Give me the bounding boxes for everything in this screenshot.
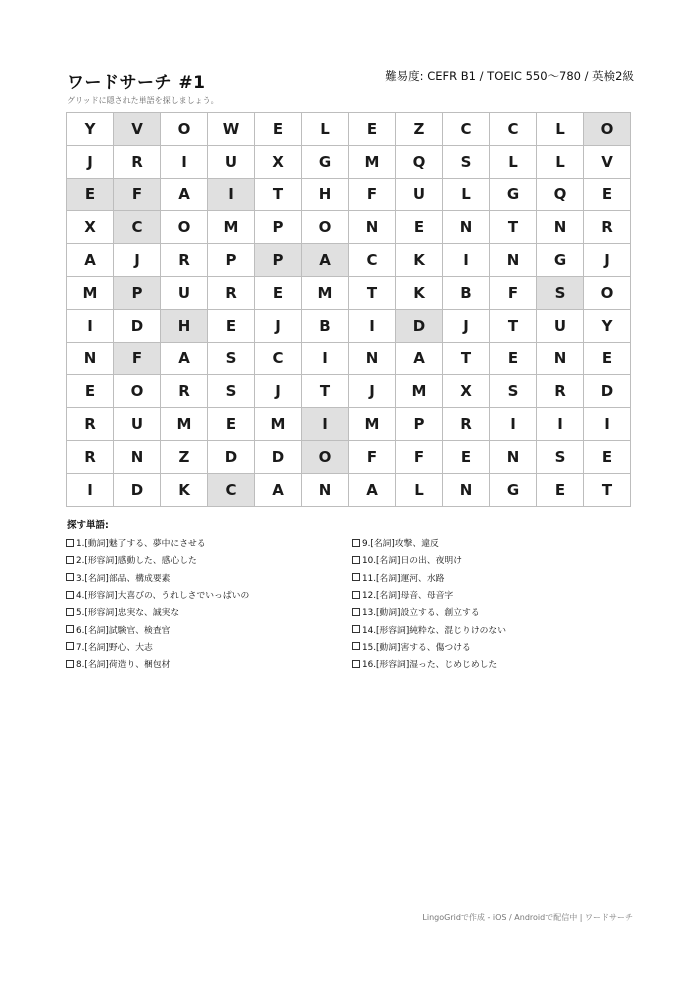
- grid-cell[interactable]: L: [490, 146, 537, 179]
- word-list-right: [352, 534, 506, 672]
- grid-cell[interactable]: P: [208, 244, 255, 277]
- grid-cell[interactable]: F: [349, 179, 396, 212]
- grid-cell[interactable]: E: [584, 179, 631, 212]
- grid-cell[interactable]: G: [537, 244, 584, 277]
- grid-cell[interactable]: I: [349, 310, 396, 343]
- word-item: [352, 551, 506, 568]
- checkbox-icon[interactable]: [352, 573, 360, 581]
- grid-cell[interactable]: M: [302, 277, 349, 310]
- grid-cell[interactable]: T: [584, 474, 631, 507]
- grid-cell[interactable]: U: [114, 408, 161, 441]
- grid-cell[interactable]: N: [490, 244, 537, 277]
- grid-cell[interactable]: M: [396, 375, 443, 408]
- grid-cell[interactable]: E: [67, 179, 114, 212]
- grid-cell[interactable]: C: [443, 113, 490, 146]
- grid-cell[interactable]: R: [208, 277, 255, 310]
- grid-cell[interactable]: E: [490, 343, 537, 376]
- grid-cell[interactable]: M: [208, 211, 255, 244]
- grid-cell[interactable]: Y: [67, 113, 114, 146]
- grid-cell[interactable]: A: [161, 343, 208, 376]
- grid-cell[interactable]: L: [443, 179, 490, 212]
- checkbox-icon[interactable]: [352, 660, 360, 668]
- grid-cell[interactable]: E: [537, 474, 584, 507]
- grid-cell[interactable]: J: [443, 310, 490, 343]
- grid-cell[interactable]: N: [349, 211, 396, 244]
- word-clue: 13.[動詞]設立する、創立する: [362, 608, 480, 619]
- grid-cell[interactable]: C: [255, 343, 302, 376]
- word-clue: 7.[名詞]野心、大志: [76, 642, 153, 653]
- grid-cell[interactable]: N: [443, 474, 490, 507]
- checkbox-icon[interactable]: [352, 642, 360, 650]
- word-item: [352, 620, 506, 637]
- grid-cell[interactable]: K: [396, 244, 443, 277]
- word-clue: 11.[名詞]運河、水路: [362, 573, 445, 584]
- grid-cell[interactable]: A: [161, 179, 208, 212]
- grid-cell[interactable]: N: [67, 343, 114, 376]
- grid-cell[interactable]: S: [443, 146, 490, 179]
- grid-cell[interactable]: R: [114, 146, 161, 179]
- grid-cell[interactable]: D: [208, 441, 255, 474]
- grid-cell[interactable]: V: [114, 113, 161, 146]
- word-item: [66, 551, 249, 568]
- checkbox-icon[interactable]: [66, 642, 74, 650]
- word-item: [66, 534, 249, 551]
- grid-cell[interactable]: O: [302, 441, 349, 474]
- grid-cell[interactable]: P: [396, 408, 443, 441]
- checkbox-icon[interactable]: [66, 608, 74, 616]
- grid-cell[interactable]: T: [349, 277, 396, 310]
- grid-cell[interactable]: M: [349, 408, 396, 441]
- checkbox-icon[interactable]: [352, 591, 360, 599]
- word-clue: 15.[動詞]害する、傷つける: [362, 642, 471, 653]
- grid-cell[interactable]: A: [255, 474, 302, 507]
- grid-cell[interactable]: X: [443, 375, 490, 408]
- word-list-left: [66, 534, 249, 672]
- checkbox-icon[interactable]: [352, 556, 360, 564]
- grid-cell[interactable]: Z: [161, 441, 208, 474]
- grid-cell[interactable]: O: [161, 113, 208, 146]
- grid-cell[interactable]: O: [114, 375, 161, 408]
- grid-cell[interactable]: E: [208, 408, 255, 441]
- grid-cell[interactable]: M: [161, 408, 208, 441]
- word-clue: 5.[形容詞]忠実な、誠実な: [76, 608, 180, 619]
- grid-cell[interactable]: E: [208, 310, 255, 343]
- grid-cell[interactable]: F: [114, 343, 161, 376]
- word-clue: 1.[動詞]魅了する、夢中にさせる: [76, 539, 206, 550]
- word-item: [66, 586, 249, 603]
- grid-cell[interactable]: N: [537, 211, 584, 244]
- grid-cell[interactable]: O: [302, 211, 349, 244]
- grid-cell[interactable]: Q: [537, 179, 584, 212]
- word-clue: 10.[名詞]日の出、夜明け: [362, 556, 463, 567]
- word-clue: 9.[名詞]攻撃、違反: [362, 539, 439, 550]
- grid-cell[interactable]: K: [396, 277, 443, 310]
- grid-cell[interactable]: W: [208, 113, 255, 146]
- grid-cell[interactable]: X: [255, 146, 302, 179]
- word-clue: 6.[名詞]試験官、検査官: [76, 625, 171, 636]
- grid-cell[interactable]: I: [584, 408, 631, 441]
- grid-cell[interactable]: E: [349, 113, 396, 146]
- checkbox-icon[interactable]: [66, 591, 74, 599]
- grid-cell[interactable]: A: [396, 343, 443, 376]
- word-list-heading: 探す単語:: [67, 520, 109, 531]
- grid-cell[interactable]: V: [584, 146, 631, 179]
- grid-cell[interactable]: L: [537, 146, 584, 179]
- word-item: [66, 569, 249, 586]
- grid-cell[interactable]: S: [208, 343, 255, 376]
- grid-cell[interactable]: M: [349, 146, 396, 179]
- grid-cell[interactable]: G: [490, 474, 537, 507]
- grid-cell[interactable]: M: [67, 277, 114, 310]
- grid-cell[interactable]: U: [208, 146, 255, 179]
- grid-cell[interactable]: L: [302, 113, 349, 146]
- grid-cell[interactable]: I: [537, 408, 584, 441]
- grid-cell[interactable]: U: [537, 310, 584, 343]
- grid-cell[interactable]: R: [161, 375, 208, 408]
- grid-cell[interactable]: Q: [396, 146, 443, 179]
- grid-cell[interactable]: X: [67, 211, 114, 244]
- grid-cell[interactable]: J: [255, 310, 302, 343]
- grid-cell[interactable]: T: [255, 179, 302, 212]
- word-item: [352, 586, 506, 603]
- grid-cell[interactable]: P: [255, 244, 302, 277]
- grid-cell[interactable]: R: [584, 211, 631, 244]
- grid-cell[interactable]: T: [490, 310, 537, 343]
- grid-cell[interactable]: A: [302, 244, 349, 277]
- word-clue: 3.[名詞]部品、構成要素: [76, 573, 171, 584]
- grid-cell[interactable]: I: [443, 244, 490, 277]
- checkbox-icon[interactable]: [352, 608, 360, 616]
- grid-cell[interactable]: N: [490, 441, 537, 474]
- grid-cell[interactable]: I: [208, 179, 255, 212]
- word-item: [66, 620, 249, 637]
- grid-cell[interactable]: F: [490, 277, 537, 310]
- grid-cell[interactable]: F: [114, 179, 161, 212]
- grid-cell[interactable]: S: [537, 277, 584, 310]
- word-item: [352, 534, 506, 551]
- grid-cell[interactable]: L: [537, 113, 584, 146]
- footer-credit: LingoGridで作成 - iOS / Androidで配信中 | ワードサーチ: [422, 913, 633, 922]
- grid-cell[interactable]: C: [208, 474, 255, 507]
- word-item: [352, 638, 506, 655]
- grid-cell[interactable]: J: [255, 375, 302, 408]
- grid-cell[interactable]: J: [349, 375, 396, 408]
- grid-cell[interactable]: E: [67, 375, 114, 408]
- grid-cell[interactable]: R: [443, 408, 490, 441]
- grid-cell[interactable]: I: [490, 408, 537, 441]
- checkbox-icon[interactable]: [66, 660, 74, 668]
- grid-cell[interactable]: B: [443, 277, 490, 310]
- grid-cell[interactable]: C: [114, 211, 161, 244]
- grid-cell[interactable]: Z: [396, 113, 443, 146]
- grid-cell[interactable]: D: [114, 474, 161, 507]
- checkbox-icon[interactable]: [66, 573, 74, 581]
- checkbox-icon[interactable]: [352, 625, 360, 633]
- grid-cell[interactable]: H: [161, 310, 208, 343]
- word-clue: 4.[形容詞]大喜びの、うれしさでいっぱいの: [76, 591, 250, 602]
- grid-cell[interactable]: E: [255, 277, 302, 310]
- grid-cell[interactable]: Y: [584, 310, 631, 343]
- checkbox-icon[interactable]: [66, 625, 74, 633]
- instructions: グリッドに隠された単語を探しましょう。: [67, 96, 219, 105]
- grid-cell[interactable]: K: [161, 474, 208, 507]
- grid-cell[interactable]: E: [255, 113, 302, 146]
- grid-cell[interactable]: C: [490, 113, 537, 146]
- grid-cell[interactable]: O: [161, 211, 208, 244]
- grid-cell[interactable]: A: [349, 474, 396, 507]
- grid-cell[interactable]: T: [490, 211, 537, 244]
- grid-cell[interactable]: J: [67, 146, 114, 179]
- grid-cell[interactable]: O: [584, 113, 631, 146]
- grid-cell[interactable]: I: [302, 343, 349, 376]
- grid-cell[interactable]: R: [67, 441, 114, 474]
- word-item: [66, 603, 249, 620]
- grid-cell[interactable]: E: [584, 343, 631, 376]
- grid-cell[interactable]: E: [396, 211, 443, 244]
- grid-cell[interactable]: M: [255, 408, 302, 441]
- grid-cell[interactable]: T: [443, 343, 490, 376]
- grid-cell[interactable]: U: [161, 277, 208, 310]
- grid-cell[interactable]: D: [114, 310, 161, 343]
- grid-cell[interactable]: I: [161, 146, 208, 179]
- grid-cell[interactable]: G: [490, 179, 537, 212]
- word-clue: 16.[形容詞]湿った、じめじめした: [362, 660, 498, 671]
- grid-cell[interactable]: B: [302, 310, 349, 343]
- difficulty-level: 難易度: CEFR B1 / TOEIC 550〜780 / 英検2級: [385, 69, 634, 83]
- word-clue: 14.[形容詞]純粋な、混じりけのない: [362, 625, 507, 636]
- grid-cell[interactable]: J: [114, 244, 161, 277]
- word-item: [66, 655, 249, 672]
- grid-cell[interactable]: L: [396, 474, 443, 507]
- grid-cell[interactable]: F: [396, 441, 443, 474]
- word-item: [352, 569, 506, 586]
- grid-cell[interactable]: S: [208, 375, 255, 408]
- grid-cell[interactable]: G: [302, 146, 349, 179]
- grid-cell[interactable]: D: [396, 310, 443, 343]
- grid-cell[interactable]: F: [349, 441, 396, 474]
- grid-cell[interactable]: S: [490, 375, 537, 408]
- grid-cell[interactable]: I: [67, 474, 114, 507]
- grid-cell[interactable]: I: [302, 408, 349, 441]
- grid-cell[interactable]: N: [114, 441, 161, 474]
- grid-cell[interactable]: A: [67, 244, 114, 277]
- grid-cell[interactable]: C: [349, 244, 396, 277]
- grid-cell[interactable]: N: [443, 211, 490, 244]
- word-clue: 8.[名詞]荷造り、梱包材: [76, 660, 171, 671]
- word-item: [352, 603, 506, 620]
- grid-cell[interactable]: U: [396, 179, 443, 212]
- grid-cell[interactable]: E: [584, 441, 631, 474]
- word-item: [352, 655, 506, 672]
- checkbox-icon[interactable]: [66, 539, 74, 547]
- grid-cell[interactable]: N: [349, 343, 396, 376]
- word-item: [66, 638, 249, 655]
- grid-cell[interactable]: D: [584, 375, 631, 408]
- letter-grid: [66, 112, 631, 507]
- grid-cell[interactable]: R: [537, 375, 584, 408]
- grid-cell[interactable]: T: [302, 375, 349, 408]
- grid-cell[interactable]: I: [67, 310, 114, 343]
- checkbox-icon[interactable]: [66, 556, 74, 564]
- puzzle-title: ワードサーチ #1: [67, 73, 206, 93]
- grid-cell[interactable]: R: [161, 244, 208, 277]
- grid-cell[interactable]: E: [443, 441, 490, 474]
- grid-cell[interactable]: D: [255, 441, 302, 474]
- word-clue: 12.[名詞]母音、母音字: [362, 591, 454, 602]
- grid-cell[interactable]: P: [114, 277, 161, 310]
- grid-cell[interactable]: O: [584, 277, 631, 310]
- grid-cell[interactable]: N: [537, 343, 584, 376]
- grid-cell[interactable]: P: [255, 211, 302, 244]
- checkbox-icon[interactable]: [352, 539, 360, 547]
- grid-cell[interactable]: J: [584, 244, 631, 277]
- grid-cell[interactable]: N: [302, 474, 349, 507]
- grid-cell[interactable]: R: [67, 408, 114, 441]
- word-clue: 2.[形容詞]感動した、感心した: [76, 556, 197, 567]
- grid-cell[interactable]: H: [302, 179, 349, 212]
- grid-cell[interactable]: S: [537, 441, 584, 474]
